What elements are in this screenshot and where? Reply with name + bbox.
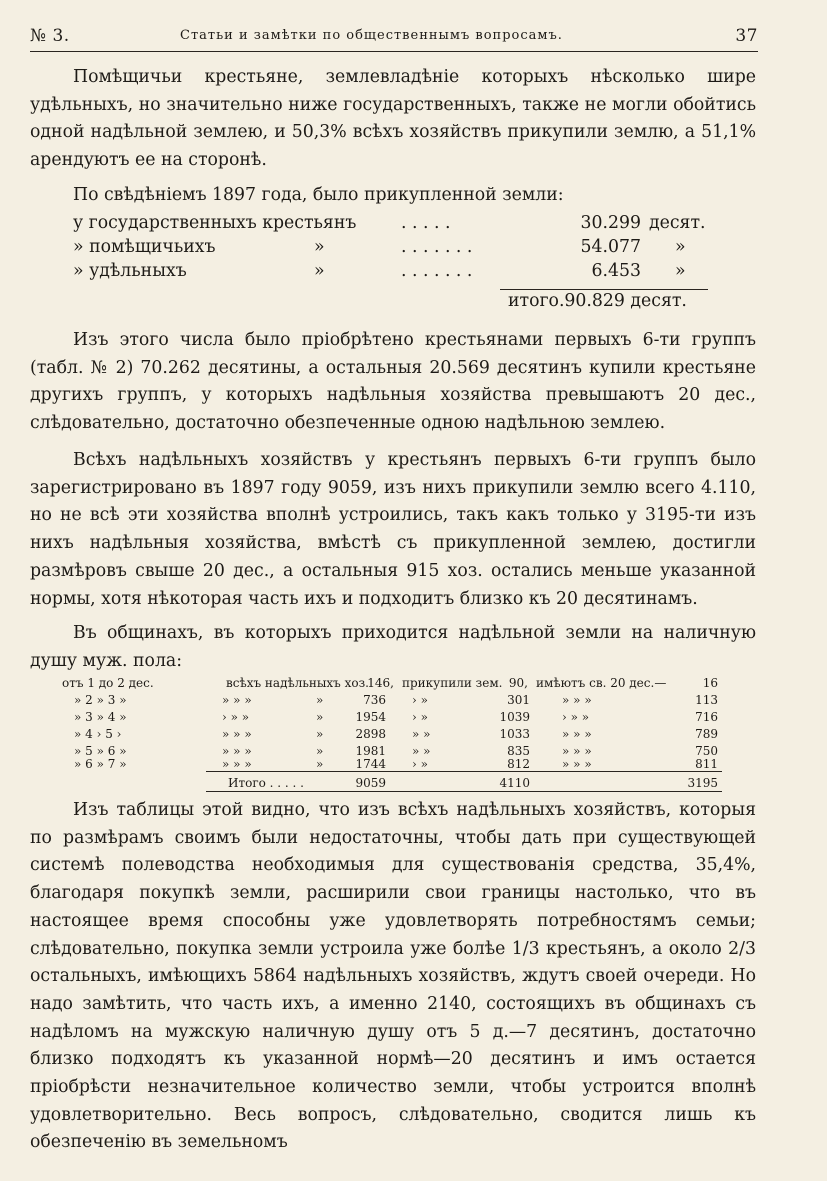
table-range: » 3 » 4 »	[74, 710, 127, 724]
table-value-over20: 811	[695, 757, 718, 771]
table-ditto: » »	[412, 727, 431, 741]
table-value-all: 1981	[355, 744, 386, 758]
paragraph-1: Помѣщичьи крестьяне, землевладѣніе которыхъ нѣсколько шире удѣльныхъ, но значительно ниже государственныхъ, также не могли обойтись одной надѣльной землею, и 50,3% всѣхъ хозяйствъ прикупили землю, а 51,1% арендуютъ ее на сторонѣ.	[30, 67, 756, 171]
table-value-all: 2898	[355, 727, 386, 741]
stats-row-label: у государственныхъ крестьянъ	[73, 213, 357, 233]
table-value-over20: 789	[695, 727, 718, 741]
table-ditto: › »	[412, 693, 428, 707]
table-ditto: › »	[412, 757, 428, 771]
table-label-bought: прикупили зем.	[402, 676, 503, 690]
table-ditto: » » »	[222, 744, 252, 758]
paragraph-2: Изъ этого числа было пріобрѣтено крестьянами первыхъ 6-ти группъ (табл. № 2) 70.262 десятины, а остальныя 20.569 десятинъ купили крестьяне другихъ группъ, у которыхъ надѣльныя хозяйства превышаютъ 20 дес., слѣдовательно, достаточно обезпеченные одною надѣльною землею.	[30, 330, 756, 434]
table-value-bought: 835	[507, 744, 530, 758]
stats-row-value: 6.453	[591, 261, 641, 281]
paragraph-4: Въ общинахъ, въ которыхъ приходится надѣльной земли на наличную душу муж. пола:	[30, 623, 756, 671]
header-rule	[30, 51, 758, 52]
stats-row-unit: »	[675, 237, 686, 257]
issue-number: № 3.	[30, 26, 70, 46]
table-range: » 6 » 7 »	[74, 757, 127, 771]
table-ditto: › » »	[222, 710, 250, 724]
stats-intro: По свѣдѣніемъ 1897 года, было прикупленной земли:	[73, 185, 564, 205]
table-range: » 2 » 3 »	[74, 693, 127, 707]
running-header	[30, 26, 758, 46]
table-total-bought: 4110	[499, 776, 530, 790]
table-total-over20: 3195	[687, 776, 718, 790]
table-range: » 4 › 5 ›	[74, 727, 122, 741]
table-label-all: всѣхъ надѣльныхъ хоз.	[226, 676, 369, 690]
table-value-all: 1744	[355, 757, 386, 771]
table-value-bought: 1039	[499, 710, 530, 724]
table-ditto: » » »	[562, 693, 592, 707]
table-value-bought: 301	[507, 693, 530, 707]
table-value-over20: 16	[702, 676, 718, 690]
table-value-over20: 750	[695, 744, 718, 758]
table-value-all: 1954	[355, 710, 386, 724]
table-value-bought: 90,	[508, 676, 528, 690]
stats-row-unit: »	[675, 261, 686, 281]
stats-row-dots: . . . . . . .	[401, 261, 473, 281]
table-range: отъ 1 до 2 дес.	[62, 676, 154, 690]
table-ditto: » »	[412, 744, 431, 758]
stats-total-text: итого.90.829 десят.	[508, 291, 687, 311]
table-ditto: » » »	[562, 757, 592, 771]
table-total-all: 9059	[355, 776, 386, 790]
table-total-rule	[206, 771, 722, 772]
table-value-all: 736	[363, 693, 386, 707]
table-ditto: » » »	[222, 727, 252, 741]
table-total-label: Итого . . . . .	[228, 776, 304, 790]
table-ditto: » » »	[562, 744, 592, 758]
stats-row-ditto: »	[314, 237, 325, 257]
table-value-over20: 716	[695, 710, 718, 724]
table-bottom-rule	[206, 791, 722, 792]
page-number: 37	[735, 26, 758, 46]
table-ditto: › » »	[562, 710, 590, 724]
table-range: » 5 » 6 »	[74, 744, 127, 758]
table-value-bought: 812	[507, 757, 530, 771]
stats-row-dots: . . . . . . .	[401, 237, 473, 257]
table-value-over20: 113	[695, 693, 718, 707]
stats-row-value: 30.299	[580, 213, 641, 233]
stats-row-dots: . . . . .	[401, 213, 451, 233]
table-ditto: » » »	[222, 693, 252, 707]
paragraph-5: Изъ таблицы этой видно, что изъ всѣхъ надѣльныхъ хозяйствъ, которыя по размѣрамъ своимъ были недостаточны, чтобы дать при существующей системѣ полеводства необходимыя для существованія средства, 35,4%, благодаря покупкѣ земли, расширили свои границы настолько, что въ настоящее время способны уже удовлетворять потребностямъ семьи; слѣдовательно, покупка земли устроила уже болѣе 1/3 крестьянъ, а около 2/3 остальныхъ, имѣющихъ 5864 надѣльныхъ хозяйствъ, ждутъ своей очереди. Но надо замѣтить, что часть ихъ, а именно 2140, состоящихъ въ общинахъ съ надѣломъ на мужскую наличную душу отъ 5 д.—7 десятинъ, достаточно близко подходятъ къ указанной нормѣ—20 десятинъ и имъ остается пріобрѣсти незначительное количество земли, чтобы устроится вполнѣ удовлетворительно. Весь вопросъ, слѣдовательно, сводится лишь къ обезпеченію въ земельномъ	[30, 800, 756, 1153]
document-page: № 3. Статьи и замѣтки по общественнымъ вопросамъ. 37 Помѣщичьи крестьяне, землевладѣніе которыхъ нѣсколько шире удѣльныхъ, но значительно ниже государственныхъ, также не могли обойтись одной надѣльной землею, и 50,3% всѣхъ хозяйствъ прикупили землю, а 51,1% арендуютъ ее на сторонѣ. По свѣдѣніемъ 1897 года, было прикупленной земли: у государственныхъ крестьянъ . . . . . 30.299 десят. » помѣщичьихъ » . . . . . . . 54.077 » » удѣльныхъ » . . . . . . . 6.453 » итого.90.829 десят. Изъ этого числа было пріобрѣтено крестьянами первыхъ 6-ти группъ (табл. № 2) 70.262 десятины, а остальныя 20.569 десятинъ купили крестьяне другихъ группъ, у которыхъ надѣльныя хозяйства превышаютъ 20 дес., слѣдовательно, достаточно обезпеченные одною надѣльною землею. Всѣхъ надѣльныхъ хозяйствъ у крестьянъ первыхъ 6-ти группъ было зарегистрировано въ 1897 году 9059, изъ нихъ прикупили землю всего 4.110, но не всѣ эти хозяйства вполнѣ устроились, такъ какъ только у 3195-ти изъ нихъ надѣльныя хозяйства, вмѣстѣ съ прикупленной землею, достигли размѣровъ свыше 20 дес., а остальныя 915 хоз. остались меньше указанной нормы, хотя нѣкоторая часть ихъ и подходитъ близко къ 20 десятинамъ. Въ общинахъ, въ которыхъ приходится надѣльной земли на наличную душу муж. пола: отъ 1 до 2 дес. всѣхъ надѣльныхъ хоз. 146, прикупили зем. 90, имѣютъ св. 20 дес.— 16 » 2 » 3 » » » » » 736 › » 301 » » » 113 » 3 » 4 » › » » » 1954 › » 1039 › » » 716 » 4 › 5 › » » » » 2898 » » 1033 » » » 789 » 5 » 6 » » » » » 1981 » » 835 » » » 750 » 6 » 7 » » » » » 1744 › » 812 » » » 811 Итого . . . . . 9059 4110 3195 Изъ таблицы этой видно, что изъ всѣхъ надѣльныхъ хозяйствъ, которыя по размѣрамъ своимъ были недостаточны, чтобы дать при существующей системѣ полеводства необходимыя для существованія средства, 35,4%, благодаря покупкѣ земли, расширили свои границы настолько, что въ настоящее время способны уже удовлетворять потребностямъ семьи; слѣдовательно, покупка земли устроила уже болѣе 1/3 крестьянъ, а около 2/3 остальныхъ, имѣющихъ 5864 надѣльныхъ хозяйствъ, ждутъ своей очереди. Но надо замѣтить, что часть ихъ, а именно 2140, состоящихъ въ общинахъ съ надѣломъ на мужскую наличную душу отъ 5 д.—7 десятинъ, достаточно близко подходятъ къ указанной нормѣ—20 десятинъ и имъ остается пріобрѣсти незначительное количество земли, чтобы устроится вполнѣ удовлетворительно. Весь вопросъ, слѣдовательно, сводится лишь къ обезпеченію въ земельномъ	[0, 0, 827, 1181]
table-ditto: » » »	[222, 757, 252, 771]
section-title: Статьи и замѣтки по общественнымъ вопросамъ.	[180, 28, 563, 43]
stats-row-label: » помѣщичьихъ	[73, 237, 216, 257]
table-ditto: » » »	[562, 727, 592, 741]
table-value-all: 146,	[367, 676, 394, 690]
stats-row-label: » удѣльныхъ	[73, 261, 187, 281]
table-ditto: › »	[412, 710, 428, 724]
table-value-bought: 1033	[499, 727, 530, 741]
paragraph-3: Всѣхъ надѣльныхъ хозяйствъ у крестьянъ первыхъ 6-ти группъ было зарегистрировано въ 1897 году 9059, изъ нихъ прикупили землю всего 4.110, но не всѣ эти хозяйства вполнѣ устроились, такъ какъ только у 3195-ти изъ нихъ надѣльныя хозяйства, вмѣстѣ съ прикупленной землею, достигли размѣровъ свыше 20 дес., а остальныя 915 хоз. остались меньше указанной нормы, хотя нѣкоторая часть ихъ и подходитъ близко къ 20 десятинамъ.	[30, 450, 756, 609]
stats-row-value: 54.077	[580, 237, 641, 257]
table-label-over20: имѣютъ св. 20 дес.—	[536, 676, 667, 690]
stats-row-ditto: »	[314, 261, 325, 281]
stats-row-unit: десят.	[649, 213, 706, 233]
